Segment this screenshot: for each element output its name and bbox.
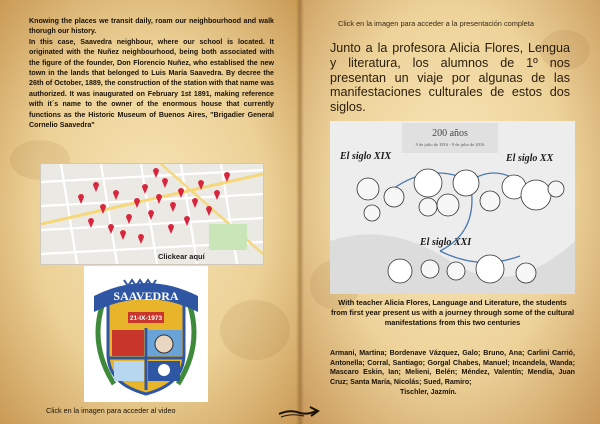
presentation-thumbnail[interactable] (330, 121, 575, 294)
emblem-date-text: 21-IX-1973 (129, 315, 163, 322)
map-graphic (41, 164, 263, 264)
intro-paragraph-1: Knowing the places we transit daily, roam our neighbourhood and walk thorugh our history. (29, 17, 274, 36)
label-siglo-xix: El siglo XIX (340, 151, 392, 162)
emblem-graphic (84, 266, 208, 402)
book-spine (296, 0, 304, 424)
saavedra-emblem-video[interactable] (84, 266, 208, 402)
paper-stain (220, 300, 290, 360)
presentation-graphic (330, 121, 575, 294)
history-text (29, 16, 274, 130)
map-caption-link[interactable]: Clickear aquí (158, 252, 205, 261)
presentation-header: 200 años (432, 128, 468, 139)
english-caption: With teacher Alicia Flores, Language and Literature, the students from first year present us with a journey through some of the cultural manifestations from this two centuries (330, 298, 575, 327)
next-page-arrow-icon[interactable] (276, 403, 322, 421)
neighbourhood-map[interactable] (40, 163, 264, 265)
video-caption-link[interactable]: Click en la imagen para acceder al video (46, 406, 176, 415)
student-list: Armani, Martina; Bordenave Vázquez, Galo; Bruno, Ana; Carlini Carrió, Antonella; Corral, Santiago; Gorgal Chabes, Manuel; Incandela, Wanda; Mascaro Eskin, Ian; Melieni, Belén; Méndez, Valentín; Mendía, Juan Cruz; Santa María, Nicolás; Sued, Ramiro; (330, 349, 575, 386)
student-list-last: Tischler, Jazmín. (400, 388, 457, 396)
presentation-subheader: 9 de julio de 1816 - 9 de julio de 2016 (415, 142, 485, 147)
presentation-intro-text: Junto a la profesora Alicia Flores, Lengua y literatura, los alumnos de 1º nos presentan un viaje por algunas de las manifestaciones culturales de estos dos siglos. (330, 41, 570, 115)
label-siglo-xxi: El siglo XXI (420, 237, 472, 248)
intro-paragraph-2: In this case, Saavedra neighbour, where our school is located. It originated with the Nuñez neighbourhood, being both associated with the figure of the founder, Don Florencio Nuñez, who establised the new town in the lands that belonged to Luis María Saavedra. By decree the 26th of October, 1889, the construction of the station with that name was authorized. It was inaugurated on February 1st 1891, making reference with it´s name to the owner of the enormous house that currently functions as the Historic Museum of Buenos Aires, "Brigadier General Cornelio Saavedra" (29, 37, 274, 130)
emblem-banner-text: SAAVEDRA (113, 289, 179, 303)
presentation-caption-link[interactable]: Click en la imagen para acceder a la presentación completa (338, 19, 534, 28)
label-siglo-xx: El siglo XX (506, 153, 554, 164)
